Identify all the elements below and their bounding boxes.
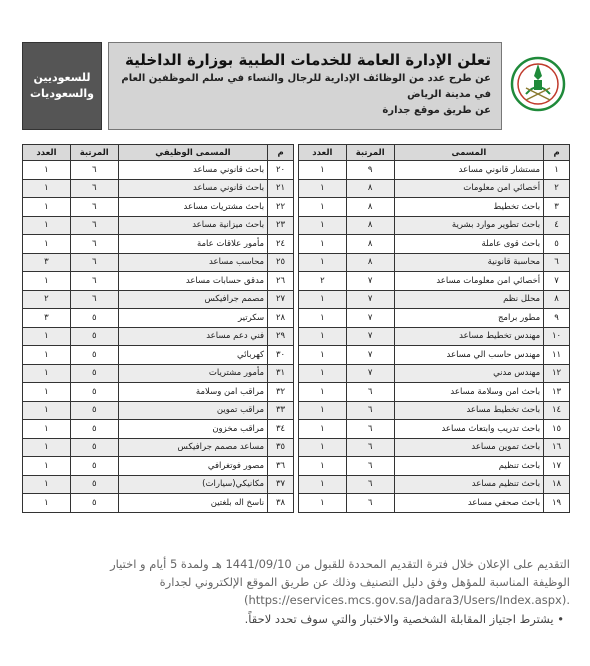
row-rank: ٦ xyxy=(346,438,394,457)
requirement-bullet xyxy=(22,610,570,628)
row-rank: ٦ xyxy=(70,272,118,291)
table-row xyxy=(23,420,294,439)
row-rank: ٧ xyxy=(346,327,394,346)
row-job-title: كهربائي xyxy=(118,346,267,365)
table-row xyxy=(299,494,570,513)
row-rank: ٦ xyxy=(70,161,118,180)
announcement-title: تعلن الإدارة العامة للخدمات الطبية بوزارة الداخلية xyxy=(125,51,491,69)
row-job-title: مراقب امن وسلامة xyxy=(118,383,267,402)
jadara-link[interactable]: (https://eservices.mcs.gov.sa/Jadara3/Users/Index.aspx). xyxy=(243,593,570,607)
row-job-title: مأمور مشتريات xyxy=(118,364,267,383)
row-count: ١ xyxy=(23,475,71,494)
table-row xyxy=(23,179,294,198)
table-row xyxy=(23,327,294,346)
row-job-title: محاسب مساعد xyxy=(118,253,267,272)
row-count: ١ xyxy=(23,383,71,402)
row-job-title: باحث تخطيط xyxy=(394,198,544,217)
row-number: ٧ xyxy=(544,272,570,291)
col-num: م xyxy=(268,145,294,161)
row-job-title: مهندس حاسب الي مساعد xyxy=(394,346,544,365)
row-job-title: محاسبة قانونية xyxy=(394,253,544,272)
table-row xyxy=(299,309,570,328)
row-rank: ٨ xyxy=(346,235,394,254)
row-number: ٢٠ xyxy=(268,161,294,180)
col-num: م xyxy=(544,145,570,161)
row-number: ٩ xyxy=(544,309,570,328)
row-job-title: مستشار قانوني مساعد xyxy=(394,161,544,180)
row-rank: ٦ xyxy=(346,494,394,513)
table-row xyxy=(23,383,294,402)
row-rank: ٧ xyxy=(346,309,394,328)
row-number: ٣٨ xyxy=(268,494,294,513)
row-number: ٣٧ xyxy=(268,475,294,494)
row-job-title: مهندس مدني xyxy=(394,364,544,383)
announcement-subtitle-1: عن طرح عدد من الوظائف الإدارية للرجال والنساء في سلم الموظفين العام في مدينة الرياض xyxy=(121,73,491,100)
table-row xyxy=(299,401,570,420)
row-rank: ٥ xyxy=(70,457,118,476)
col-count: العدد xyxy=(299,145,347,161)
row-number: ٣٦ xyxy=(268,457,294,476)
row-number: ٦ xyxy=(544,253,570,272)
row-count: ١ xyxy=(23,216,71,235)
row-count: ١ xyxy=(299,309,347,328)
table-row xyxy=(23,253,294,272)
row-count: ١ xyxy=(299,290,347,309)
table-row xyxy=(299,475,570,494)
row-count: ١ xyxy=(23,235,71,254)
row-rank: ٦ xyxy=(70,290,118,309)
row-job-title: مدقق حسابات مساعد xyxy=(118,272,267,291)
row-rank: ٥ xyxy=(70,401,118,420)
row-rank: ٧ xyxy=(346,346,394,365)
row-number: ٥ xyxy=(544,235,570,254)
col-count: العدد xyxy=(23,145,71,161)
row-number: ١٥ xyxy=(544,420,570,439)
announcement-header xyxy=(22,42,570,130)
row-number: ٨ xyxy=(544,290,570,309)
row-number: ٢ xyxy=(544,179,570,198)
row-job-title: باحث قوى عاملة xyxy=(394,235,544,254)
row-number: ١١ xyxy=(544,346,570,365)
row-rank: ٦ xyxy=(346,383,394,402)
row-number: ٢٦ xyxy=(268,272,294,291)
table-row xyxy=(23,475,294,494)
table-row xyxy=(299,253,570,272)
row-job-title: باحث صحفي مساعد xyxy=(394,494,544,513)
row-count: ١ xyxy=(299,494,347,513)
row-job-title: مراقب مخزون xyxy=(118,420,267,439)
row-rank: ٧ xyxy=(346,290,394,309)
application-instructions xyxy=(22,555,570,628)
table-row xyxy=(299,364,570,383)
row-count: ١ xyxy=(23,420,71,439)
row-job-title: مراقب تموين xyxy=(118,401,267,420)
row-job-title: سكرتير xyxy=(118,309,267,328)
row-rank: ٧ xyxy=(346,272,394,291)
row-number: ١٦ xyxy=(544,438,570,457)
row-number: ٣٢ xyxy=(268,383,294,402)
row-number: ٢٣ xyxy=(268,216,294,235)
table-row xyxy=(299,383,570,402)
requirement-text: يشترط اجتياز المقابلة الشخصية والاختبار والتي سوف تحدد لاحقاً. xyxy=(244,612,554,626)
row-count: ١ xyxy=(299,420,347,439)
row-count: ١ xyxy=(23,272,71,291)
row-job-title: باحث تخطيط مساعد xyxy=(394,401,544,420)
row-rank: ٥ xyxy=(70,475,118,494)
table-row xyxy=(299,457,570,476)
table-row xyxy=(23,235,294,254)
row-number: ٢١ xyxy=(268,179,294,198)
bullet-icon: • xyxy=(557,612,564,626)
row-rank: ٦ xyxy=(70,235,118,254)
row-number: ١٢ xyxy=(544,364,570,383)
row-number: ٢٧ xyxy=(268,290,294,309)
table-row xyxy=(23,198,294,217)
jobs-table-left xyxy=(22,144,294,513)
row-job-title: مصمم جرافيكس xyxy=(118,290,267,309)
row-count: ١ xyxy=(23,198,71,217)
row-number: ٣١ xyxy=(268,364,294,383)
row-count: ١ xyxy=(23,161,71,180)
instructions-line-1: التقديم على الإعلان خلال فترة التقديم المحددة للقبول من 1441/09/10 هـ ولمدة 5 أيام و اختيار xyxy=(110,557,570,571)
row-job-title: باحث تنظيم مساعد xyxy=(394,475,544,494)
row-count: ١ xyxy=(299,235,347,254)
row-rank: ٥ xyxy=(70,383,118,402)
row-count: ١ xyxy=(299,383,347,402)
row-job-title: باحث امن وسلامة مساعد xyxy=(394,383,544,402)
row-rank: ٦ xyxy=(70,179,118,198)
table-row xyxy=(299,327,570,346)
jobs-table-right xyxy=(298,144,570,513)
row-count: ١ xyxy=(299,161,347,180)
row-job-title: باحث تدريب وابتعاث مساعد xyxy=(394,420,544,439)
table-row xyxy=(299,438,570,457)
row-rank: ٦ xyxy=(70,253,118,272)
table-row xyxy=(23,401,294,420)
row-number: ٢٨ xyxy=(268,309,294,328)
col-title: المسمى xyxy=(394,145,544,161)
row-number: ٢٩ xyxy=(268,327,294,346)
row-job-title: باحث قانوني مساعد xyxy=(118,161,267,180)
row-count: ١ xyxy=(299,401,347,420)
col-rank: المرتبة xyxy=(70,145,118,161)
table-row xyxy=(299,216,570,235)
row-count: ١ xyxy=(299,475,347,494)
row-count: ١ xyxy=(299,327,347,346)
row-count: ١ xyxy=(23,327,71,346)
audience-box xyxy=(22,42,102,130)
table-row xyxy=(23,494,294,513)
table-row xyxy=(299,179,570,198)
table-row xyxy=(299,346,570,365)
row-job-title: أخصائي امن معلومات xyxy=(394,179,544,198)
row-number: ٢٤ xyxy=(268,235,294,254)
row-rank: ٦ xyxy=(346,420,394,439)
row-rank: ٦ xyxy=(346,457,394,476)
row-count: ١ xyxy=(23,401,71,420)
table-row xyxy=(299,235,570,254)
table-row xyxy=(299,420,570,439)
row-rank: ٥ xyxy=(70,420,118,439)
row-count: ١ xyxy=(299,179,347,198)
row-number: ٢٥ xyxy=(268,253,294,272)
row-count: ١ xyxy=(299,198,347,217)
row-number: ١٤ xyxy=(544,401,570,420)
table-row xyxy=(23,438,294,457)
row-rank: ٦ xyxy=(70,198,118,217)
table-row xyxy=(23,290,294,309)
row-count: ١ xyxy=(299,346,347,365)
row-job-title: باحث تموين مساعد xyxy=(394,438,544,457)
row-job-title: فني دعم مساعد xyxy=(118,327,267,346)
row-count: ١ xyxy=(23,494,71,513)
row-job-title: أخصائي امن معلومات مساعد xyxy=(394,272,544,291)
row-rank: ٦ xyxy=(346,475,394,494)
row-rank: ٥ xyxy=(70,364,118,383)
row-count: ٣ xyxy=(23,253,71,272)
row-number: ١٠ xyxy=(544,327,570,346)
table-row xyxy=(299,198,570,217)
instructions-line-2: الوظيفة المناسبة للمؤهل وفق دليل التصنيف وذلك عن طريق الموقع الإلكتروني لجدارة xyxy=(159,575,570,589)
row-count: ٢ xyxy=(299,272,347,291)
table-row xyxy=(23,272,294,291)
row-number: ١٩ xyxy=(544,494,570,513)
row-count: ١ xyxy=(299,457,347,476)
row-rank: ٥ xyxy=(70,494,118,513)
row-number: ٤ xyxy=(544,216,570,235)
table-row xyxy=(299,161,570,180)
row-job-title: مأمور علاقات عامة xyxy=(118,235,267,254)
row-number: ٣ xyxy=(544,198,570,217)
table-row xyxy=(23,216,294,235)
table-row xyxy=(23,346,294,365)
row-rank: ٥ xyxy=(70,346,118,365)
row-job-title: ناسخ اله بلغتين xyxy=(118,494,267,513)
row-count: ١ xyxy=(23,457,71,476)
row-count: ١ xyxy=(23,364,71,383)
row-count: ١ xyxy=(299,364,347,383)
row-rank: ٨ xyxy=(346,216,394,235)
row-number: ٣٣ xyxy=(268,401,294,420)
row-count: ١ xyxy=(299,253,347,272)
row-number: ٣٤ xyxy=(268,420,294,439)
row-count: ٣ xyxy=(23,309,71,328)
title-box xyxy=(108,42,502,130)
row-count: ١ xyxy=(23,438,71,457)
row-rank: ٩ xyxy=(346,161,394,180)
row-number: ٣٠ xyxy=(268,346,294,365)
col-rank: المرتبة xyxy=(346,145,394,161)
row-job-title: مطور برامج xyxy=(394,309,544,328)
row-rank: ٧ xyxy=(346,364,394,383)
row-job-title: مهندس تخطيط مساعد xyxy=(394,327,544,346)
row-number: ١٧ xyxy=(544,457,570,476)
row-rank: ٥ xyxy=(70,438,118,457)
row-job-title: مصور فوتغرافي xyxy=(118,457,267,476)
row-rank: ٨ xyxy=(346,198,394,217)
row-rank: ٦ xyxy=(70,216,118,235)
row-count: ١ xyxy=(299,216,347,235)
row-job-title: باحث تنظيم xyxy=(394,457,544,476)
row-rank: ٥ xyxy=(70,309,118,328)
row-job-title: مكانيكي(سيارات) xyxy=(118,475,267,494)
row-count: ٢ xyxy=(23,290,71,309)
row-job-title: مساعد مصمم جرافيكس xyxy=(118,438,267,457)
table-row xyxy=(23,309,294,328)
row-job-title: باحث تطوير موارد بشرية xyxy=(394,216,544,235)
row-rank: ٥ xyxy=(70,327,118,346)
row-count: ١ xyxy=(299,438,347,457)
row-job-title: باحث قانوني مساعد xyxy=(118,179,267,198)
row-job-title: باحث ميزانية مساعد xyxy=(118,216,267,235)
row-job-title: باحث مشتريات مساعد xyxy=(118,198,267,217)
row-count: ١ xyxy=(23,179,71,198)
table-row xyxy=(299,290,570,309)
row-rank: ٨ xyxy=(346,253,394,272)
row-count: ١ xyxy=(23,346,71,365)
announcement-subtitle-2: عن طريق موقع جدارة xyxy=(382,105,491,116)
row-number: ٢٢ xyxy=(268,198,294,217)
table-row xyxy=(299,272,570,291)
audience-label: للسعوديين والسعوديات xyxy=(30,70,94,100)
row-job-title: محلل نظم xyxy=(394,290,544,309)
row-number: ١ xyxy=(544,161,570,180)
table-row xyxy=(23,161,294,180)
row-number: ٣٥ xyxy=(268,438,294,457)
table-row xyxy=(23,364,294,383)
row-rank: ٨ xyxy=(346,179,394,198)
ministry-emblem-icon xyxy=(508,44,568,128)
row-number: ١٣ xyxy=(544,383,570,402)
col-job-title: المسمى الوظيفي xyxy=(118,145,267,161)
row-number: ١٨ xyxy=(544,475,570,494)
table-row xyxy=(23,457,294,476)
row-rank: ٦ xyxy=(346,401,394,420)
